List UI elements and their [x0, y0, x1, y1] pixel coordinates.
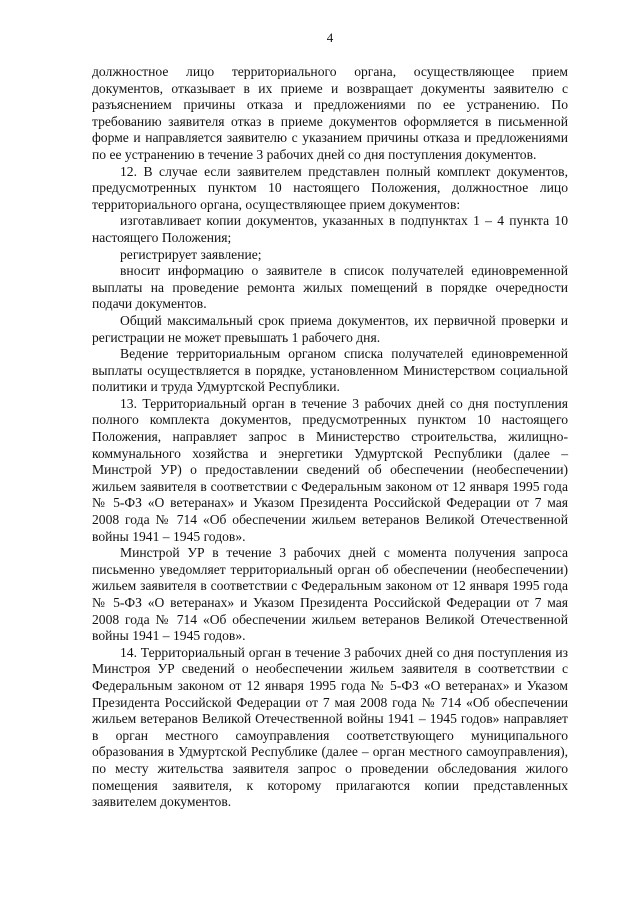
paragraph-registers: регистрирует заявление;: [120, 246, 262, 262]
paragraph-copies: изготавливает копии документов, указанных в подпунктах 1 – 4 пункта 10 настоящего Положения;: [92, 213, 568, 245]
page-number: 4: [326, 30, 334, 45]
paragraph-clause-13: 13. Территориальный орган в течение 3 рабочих дней со дня поступления полного комплекта документов, предусмотренных пунктом 10 настоящего Положения, направляет запрос в Министерство строительства, жилищно-коммунального хозяйства и энергетики Удмуртской Республики (далее – Минстрой УР) о предоставлении сведений об обеспечении (необеспечении) жильем заявителя в соответствии с Федеральным законом от 12 января 1995 года № 5-ФЗ «О ветеранах» и Указом Президента Российской Федерации от 7 мая 2008 года № 714 «Об обеспечении жильем ветеранов Великой Отечественной войны 1941 – 1945 годов».: [92, 395, 568, 544]
paragraph-clause-12: 12. В случае если заявителем представлен полный комплект документов, предусмотренных пунктом 10 настоящего Положения, должностное лицо территориального органа, осуществляющее прием документов:: [92, 163, 568, 212]
paragraph-list-keeping: Ведение территориальным органом списка получателей единовременной выплаты осуществляется в порядке, установленном Министерством социальной политики и труда Удмуртской Республики.: [92, 346, 568, 395]
paragraph-minstroy: Минстрой УР в течение 3 рабочих дней с момента получения запроса письменно уведомляет территориальный орган об обеспечении (необеспечении) жильем заявителя в соответствии с Федеральным законом от 12 января 1995 года № 5-ФЗ «О ветеранах» и Указом Президента Российской Федерации от 7 мая 2008 года № 714 «Об обеспечении жильем ветеранов Великой Отечественной войны 1941 – 1945 годов».: [92, 545, 568, 644]
paragraph-clause-14: 14. Территориальный орган в течение 3 рабочих дней со дня поступления из Минстроя УР сведений о необеспечении жильем заявителя в соответствии с Федеральным законом от 12 января 1995 года № 5-ФЗ «О ветеранах» и Указом Президента Российской Федерации от 7 мая 2008 года № 714 «Об обеспечении жильем ветеранов Великой Отечественной войны 1941 – 1945 годов» направляет в орган местного самоуправления соответствующего муниципального образования в Удмуртской Республике (далее – орган местного самоуправления), по месту жительства заявителя запрос о проведении обследования жилого помещения заявителя, к которому прилагаются копии представленных заявителем документов.: [92, 644, 568, 810]
paragraph-list-entry: вносит информацию о заявителе в список получателей единовременной выплаты на проведение ремонта жилых помещений в порядке очередности подачи документов.: [92, 263, 568, 312]
paragraph-continuation: должностное лицо территориального органа, осуществляющее прием документов, отказывает в их приеме и возвращает документы заявителю с разъяснением причины отказа и предложениями по ее устранению. По требованию заявителя отказ в приеме документов оформляется в письменной форме и направляется заявителю с указанием причины отказа и предложениями по ее устранению в течение 3 рабочих дней со дня поступления документов.: [92, 64, 568, 162]
paragraph-max-term: Общий максимальный срок приема документов, их первичной проверки и регистрации не может превышать 1 рабочего дня.: [92, 312, 568, 345]
